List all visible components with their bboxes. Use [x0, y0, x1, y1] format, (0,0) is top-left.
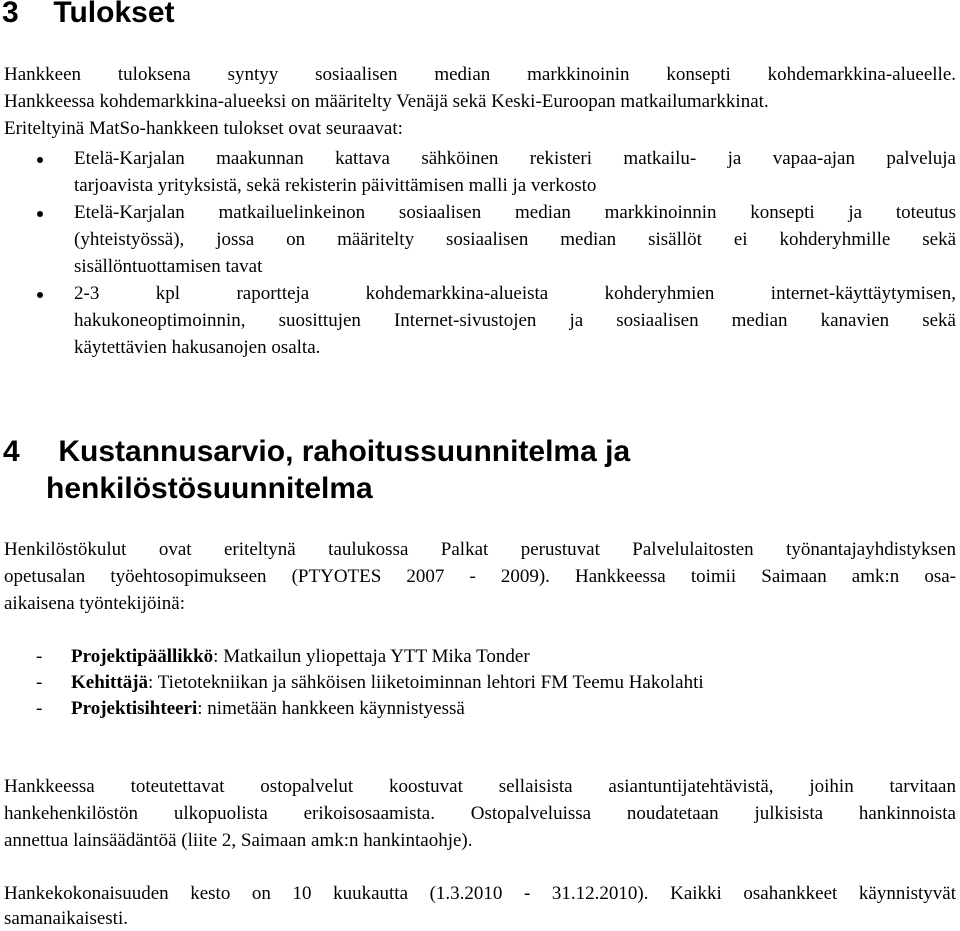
list-item-line: 2-3 kpl raportteja kohdemarkkina-alueista kohderyhmien internet-käyttäytymisen, — [74, 283, 956, 304]
dash-marker: - — [36, 698, 43, 719]
staff-description: : Matkailun yliopettaja YTT Mika Tonder — [213, 646, 530, 667]
staff-role: Projektipäällikkö — [71, 646, 214, 667]
paragraph-line: hankehenkilöstön ulkopuolista erikoisosaamista. Ostopalveluissa noudatetaan julkisista hankinnoista — [4, 803, 956, 824]
paragraph-line: annettua lainsäädäntöä (liite 2, Saimaan amk:n hankintaohje). — [4, 830, 473, 851]
paragraph-line: samanaikaisesti. — [4, 908, 128, 929]
dash-marker: - — [36, 646, 43, 667]
staff-entry — [71, 671, 704, 695]
section-4-title-continued: henkilöstösuunnitelma — [46, 472, 373, 505]
staff-description: : Tietotekniikan ja sähköisen liiketoiminnan lehtori FM Teemu Hakolahti — [148, 672, 704, 693]
list-item-line: tarjoavista yrityksistä, sekä rekisterin päivittämisen malli ja verkosto — [74, 175, 597, 196]
intro-line: Hankkeessa kohdemarkkina-alueeksi on määritelty Venäjä sekä Keski-Euroopan matkailumarkkinat. — [4, 91, 769, 112]
intro-line: Hankkeen tuloksena syntyy sosiaalisen median markkinoinin konsepti kohdemarkkina-alueelle. — [4, 64, 956, 85]
section-3-title: Tulokset — [53, 0, 175, 29]
paragraph-line: aikaisena työntekijöinä: — [4, 593, 185, 614]
dash-marker: - — [36, 672, 43, 693]
list-item-line: käytettävien hakusanojen osalta. — [74, 337, 321, 358]
bullet-icon — [37, 292, 43, 298]
paragraph-line: Hankekokonaisuuden kesto on 10 kuukautta (1.3.2010 - 31.12.2010). Kaikki osahankkeet käynnistyvät — [4, 883, 956, 904]
bullet-icon — [37, 211, 43, 217]
staff-description: : nimetään hankkeen käynnistyessä — [197, 698, 465, 719]
staff-role: Kehittäjä — [71, 672, 149, 693]
section-3-number: 3 — [2, 0, 19, 29]
list-item-line: (yhteistyössä), jossa on määritelty sosiaalisen median sisällöt ei kohderyhmille sekä — [74, 229, 956, 250]
list-item-line: hakukoneoptimoinnin, suosittujen Internet-sivustojen ja sosiaalisen median kanavien sekä — [74, 310, 956, 331]
staff-entry — [71, 697, 465, 721]
intro-line: Eriteltyinä MatSo-hankkeen tulokset ovat seuraavat: — [4, 118, 403, 139]
staff-role: Projektisihteeri — [71, 698, 198, 719]
paragraph-line: Hankkeessa toteutettavat ostopalvelut koostuvat sellaisista asiantuntijatehtävistä, joihin tarvitaan — [4, 776, 956, 797]
section-4-title: Kustannusarvio, rahoitussuunnitelma ja — [58, 435, 631, 468]
staff-entry — [71, 645, 530, 669]
bullet-icon — [37, 157, 43, 163]
section-4-number: 4 — [3, 435, 20, 468]
section-3-heading — [2, 0, 175, 30]
list-item-line: sisällöntuottamisen tavat — [74, 256, 263, 277]
list-item-line: Etelä-Karjalan maakunnan kattava sähköinen rekisteri matkailu- ja vapaa-ajan palveluja — [74, 148, 956, 169]
paragraph-line: opetusalan työehtosopimukseen (PTYOTES 2007 - 2009). Hankkeessa toimii Saimaan amk:n osa- — [4, 566, 956, 587]
paragraph-line: Henkilöstökulut ovat eriteltynä taulukossa Palkat perustuvat Palvelulaitosten työnantajayhdistyksen — [4, 539, 956, 560]
list-item-line: Etelä-Karjalan matkailuelinkeinon sosiaalisen median markkinoinnin konsepti ja toteutus — [74, 202, 956, 223]
section-4-heading-line1 — [3, 435, 630, 469]
